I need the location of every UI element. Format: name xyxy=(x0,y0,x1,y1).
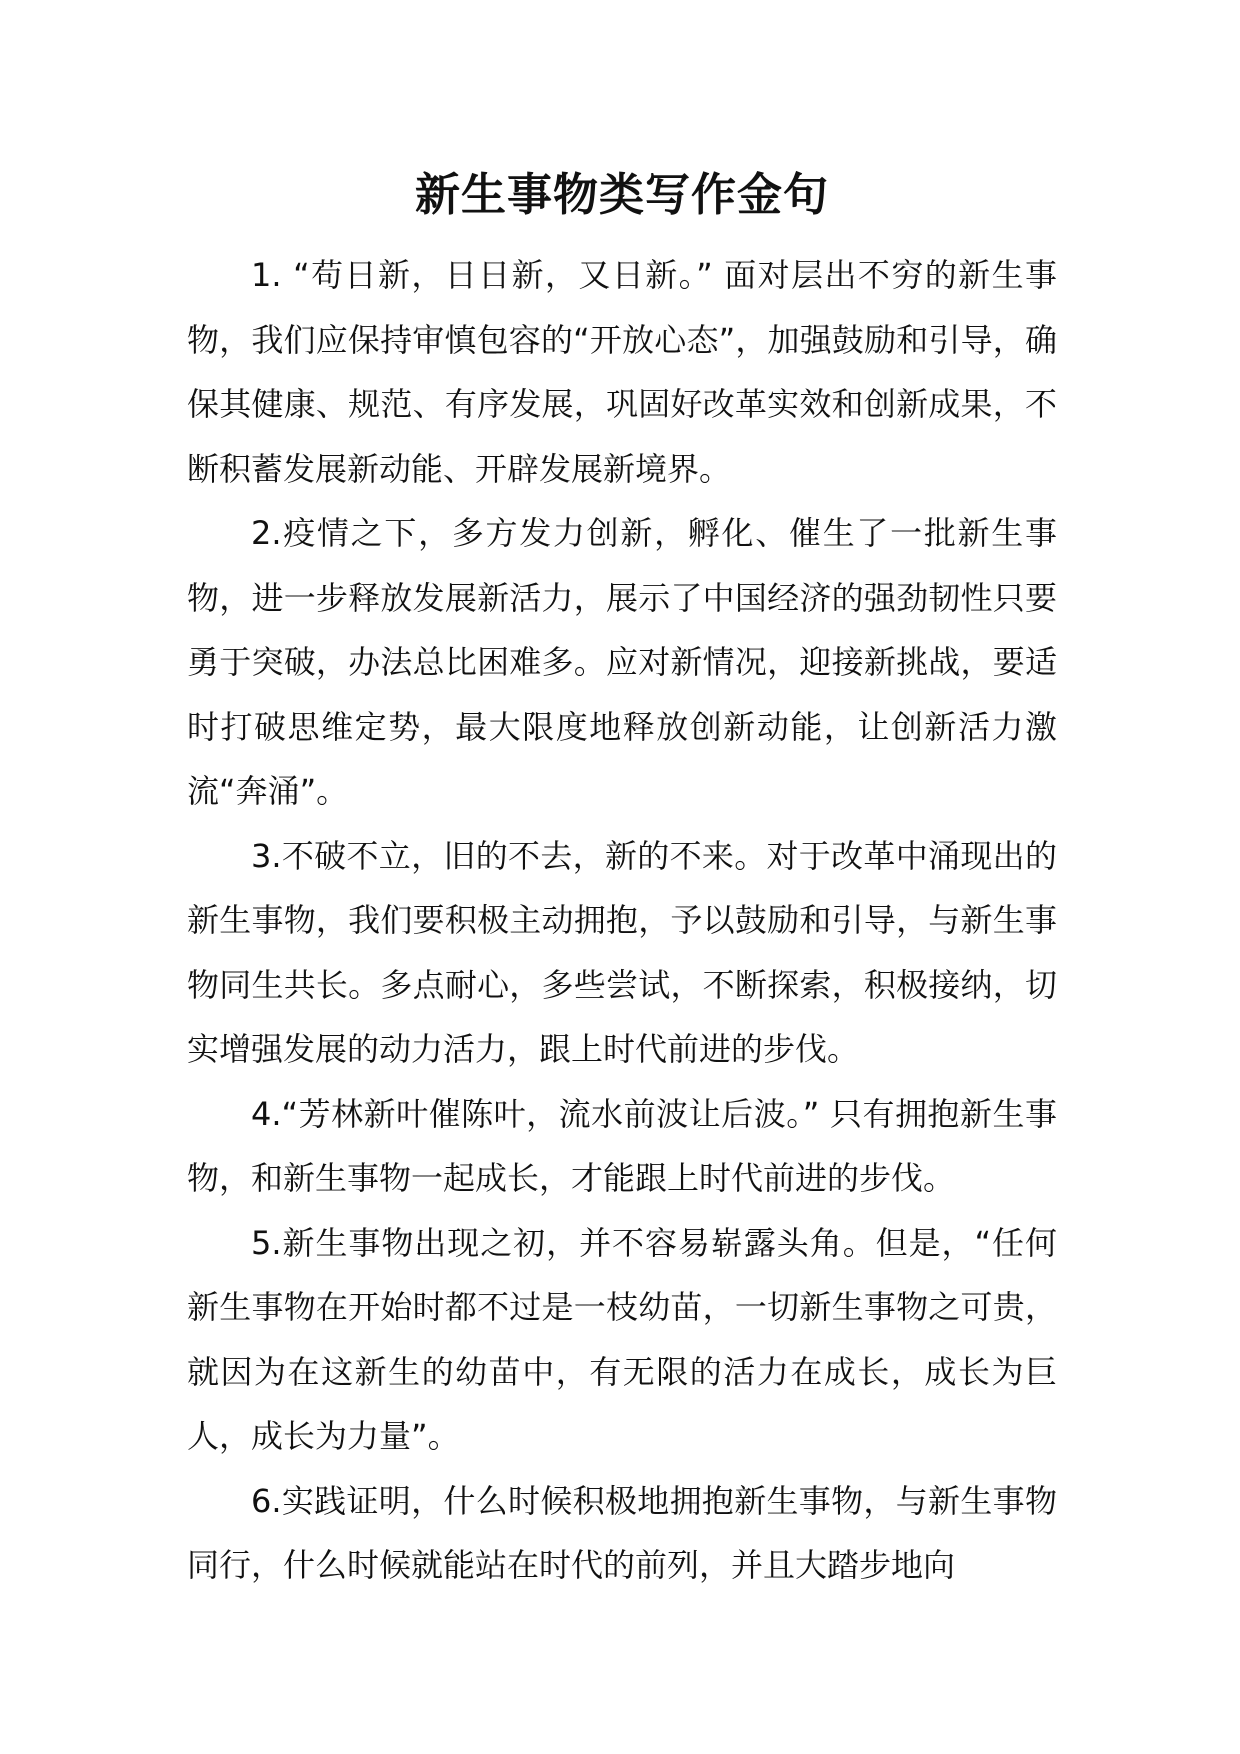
document-page xyxy=(187,155,1057,1598)
paragraph-5: 5.新生事物出现之初，并不容易崭露头角。但是，“任何新生事物在开始时都不过是一枝幼苗，一切新生事物之可贵，就因为在这新生的幼苗中，有无限的活力在成长，成长为巨人，成长为力量”。 xyxy=(187,1223,1057,1455)
paragraph-6: 6.实践证明，什么时候积极地拥抱新生事物，与新生事物同行，什么时候就能站在时代的前列，并且大踏步地向 xyxy=(187,1481,1057,1584)
paragraph-4: 4.“芳林新叶催陈叶，流水前波让后波。” 只有拥抱新生事物，和新生事物一起成长，才能跟上时代前进的步伐。 xyxy=(187,1094,1057,1197)
paragraph-1: 1. “苟日新，日日新，又日新。” 面对层出不穷的新生事物，我们应保持审慎包容的“开放心态”，加强鼓励和引导，确保其健康、规范、有序发展，巩固好改革实效和创新成果，不断积蓄发展新动能、开辟发展新境界。 xyxy=(187,256,1057,488)
paragraph-3: 3.不破不立，旧的不去，新的不来。对于改革中涌现出的新生事物，我们要积极主动拥抱，予以鼓励和引导，与新生事物同生共长。多点耐心，多些尝试，不断探索，积极接纳，切实增强发展的动力活力，跟上时代前进的步伐。 xyxy=(187,836,1057,1068)
document-title: 新生事物类写作金句 xyxy=(414,168,829,221)
paragraph-2: 2.疫情之下，多方发力创新，孵化、催生了一批新生事物，进一步释放发展新活力，展示了中国经济的强劲韧性只要勇于突破，办法总比困难多。应对新情况，迎接新挑战，要适时打破思维定势，最大限度地释放创新动能，让创新活力激流“奔涌”。 xyxy=(187,514,1057,810)
